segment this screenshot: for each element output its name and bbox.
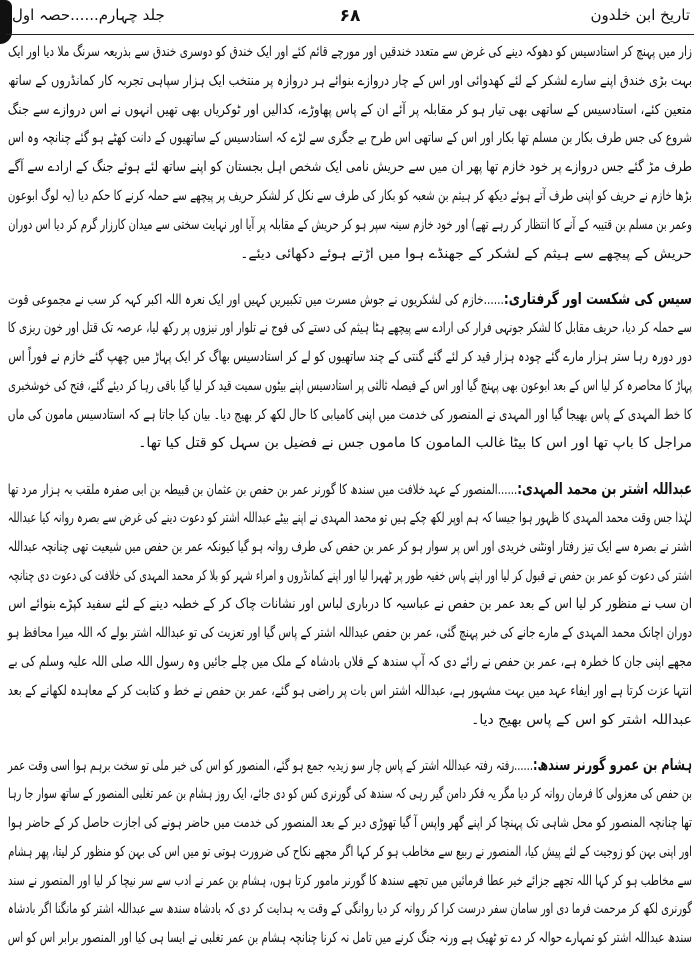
book-title: تاریخ ابن خلدون [590,6,690,24]
text-line [8,649,692,675]
text-line [7,563,692,589]
line-text: ......خازم کی لشکریوں نے جوش مسرت میں تکبیریں کہیں اور ایک نعرہ اللہ اکبر کہہ کر سب نے مجموعی قوت [8,292,504,309]
line-text: تھا چنانچہ المنصور کو محل شاہی تک پہنچا کر اپنے گھر واپس آ گیا تھوڑی دیر کے بعد المنصور کی خدمت میں حاضر ہونے کی اجازت حاصل کر کے حاضر ہوا [7,815,692,831]
section-heading: عبداللہ اشتر بن محمد المہدی: [517,479,692,499]
text-line [8,39,692,65]
line-text: دوران اچانک محمد المہدی کے مارے جانے کی خبر پہنچ گئی، عمر بن حفص عبداللہ اشتر کے پاس گیا اور تعزیت کی تو عبداللہ اشتر بولے کہ اللہ میرا محافظ ہو [7,625,692,642]
line-text: دور دورہ رہا ستر ہزار مارے گئے چودہ ہزار قید کر لئے گئے گنتی کے چند ساتھیوں کو لے کر استادسیس بھاگ کر ایک پہاڑ میں چھپ گئے خازم نے فوراً اس [8,349,693,365]
text-line [7,183,692,209]
line-text: سندھ عبداللہ اشتر کو تمہارے حوالہ کر دے تو ٹھیک ہے ورنہ جنگ کرنے میں تامل نہ کرنا چنانچہ ہشام بن عمر تغلبی نے ایسا ہی کیا اور المنصور برابر اس کو اس [7,930,692,947]
text-line [7,678,693,704]
text-line [7,620,692,646]
section-heading: سیس کی شکست اور گرفتاری: [503,289,692,309]
line-text: حریش کے پیچھے سے ہیثم کے لشکر کے جھنڈے ہوا میں اڑتے ہوئے دکھائی دیئے۔ [240,245,692,262]
text-line [8,781,692,807]
text-line [7,154,692,180]
line-text: گورنری لکھ کر مرحمت فرما دی اور سامان سفر درست کرا کر روانہ کر دیا روانگی کے وقت یہ ہدایت کر دی کہ بادشاہ سندھ سے عبداللہ اشتر کو مانگنا اگر بادشاہ [7,901,692,918]
text-line [8,344,693,370]
text-line [7,810,692,836]
line-text: ......رفتہ رفتہ عبداللہ اشتر کے پاس چار سو زیدیہ جمع ہو گئے، المنصور کو اس کی خبر ملی تو سخت برہم ہوا اسی وقت عمر [8,758,533,775]
text-line [7,534,692,560]
text-line [7,896,692,922]
text-line [7,125,692,151]
text-line [8,591,693,617]
header-rule [6,34,694,35]
line-text: مراجل کا باپ تھا اور اس کا بیٹا غالب المامون کا ماموں جس نے فضیل بن سہل کو قتل کیا تھا۔ [138,435,692,452]
line-text: ......المنصور کے عہد خلافت میں سندھ کا گورنر عمر بن حفص بن عثمان بن قبیطہ بن ابی صفرہ ملقب بہ ہزار مرد تھا [7,482,518,499]
line-text: کا خط المہدی کے پاس بھیجا گیا اور المہدی نے المنصور کی خدمت میں اپنی کامیابی کا حال لکھ کر بھیج دیا۔ بیان کیا جاتا ہے کہ استادسیس مامون کی ماں [7,406,692,423]
line-text: انتہا عزت کرتا ہے اور ایفاء عہد میں بہت مشہور ہے، عبداللہ اشتر اس بات پر راضی ہو گئے، عمر بن حفص نے خط و کتابت کر کے معاہدہ لکھانے کے بعد [7,682,693,699]
line-text: بڑھا خازم نے حریف کو اپنی طرف آتے ہوئے دیکھ کر ہیثم بن شعبہ کو بکار کی طرف سے نکل کر لشکر حریف پر پیچھے سے حملہ کرنے کا حکم دیا (یہ لوگ ابوعون [7,188,692,204]
section-heading: ہشام بن عمرو گورنر سندھ: [532,755,692,775]
line-text: اور اپنی بہن کو زوجیت کے لئے پیش کیا، المنصور نے ربیع سے مخاطب ہو کر کہا اگر مجھے نکاح کی ضرورت ہوتی تو میں اس کی بہن کو منظور کر لیتا، پھر ہشام [8,843,692,860]
text-line [7,505,692,531]
line-text: اشتر نے بصرہ سے ایک تیز رفتار اونٹنی خریدی اور اس پر سوار ہو کر عمر بن حفص کی طرف روانہ ہو گیا کیونکہ عمر بن حفص میں شیعیت تھی چنانچہ عبداللہ [7,538,692,555]
text-line [8,752,692,778]
text-line [7,925,692,951]
text-line [8,241,692,267]
text-line [7,315,693,341]
text-line [8,373,692,399]
line-text: عبداللہ اشتر کو اس کے پاس بھیج دیا۔ [471,711,692,728]
line-text: متعین کئے، استادسیس کے ساتھی بھی تیار ہو کر مقابلہ پر آئے ان کے پاس پھاوڑے، کدالیں اور ٹوکریاں بھی تھیں انہوں نے اس دروازے سے جنگ [7,101,693,118]
line-text: بہت بڑی خندق اپنے سارے لشکر کے لئے کھدوائی اور اس کے چار دروازے بنوائے ہر دروازہ پر منتخب ایک ہزار سپاہی تجربہ کار کمانڈروں کے ساتھ [8,72,693,89]
line-text: بن حفص کی معزولی کا فرمان روانہ کر دیا مگر یہ فکر دامن گیر رہی کہ سندھ کی گورنری کس کو دی جائے، ایک روز ہشام بن عمر تغلبی المنصور کے ساتھ سوار جا رہا [8,786,692,803]
line-text: سے حملہ کر دیا، حریف مقابل کا لشکر جونہی فرار کی ارادے سے پیچھے ہٹا ہیثم کی دستے کی فوج نے تلوار اور نیزوں پر رکھ لیا، عرصہ تک قتل اور خون ریزی کا [7,320,693,337]
text-line [8,68,693,94]
line-text: لہٰذا جس وقت محمد المہدی کا ظہور ہوا جیسا کہ ہم اوپر لکھ چکے ہیں تو محمد المہدی نے اپنے بیٹے عبداللہ اشتر کو دعوت دینے کی غرض سے بصرہ روانہ کیا عبداللہ [7,510,692,526]
line-text: اشتر کی دعوت کو عمر بن حفص نے قبول کر لیا اور اپنے پاس خفیہ طور پر ٹھہرا لیا اور اپنے کمانڈروں و امراء شہر کو بلا کر محمد المہدی کی خلافت کی دعوت دی چنانچہ [7,567,692,584]
line-text: پہاڑ کا محاصرہ کر لیا اس کے بعد ابوعون بھی پہنچ گیا اور اس کے فیصلہ ثالثی پر استادسیس اپنے بیٹوں سمیت قید کر لیا گیا باقی رہا کر دیئے گئے، فتح کی خوشخبری [8,377,692,394]
text-line [8,430,692,456]
line-text: شروع کی جس طرف بکار بن مسلم تھا بکار اور اس کے ساتھی اس طرح بے جگری سے لڑے کہ استادسیس کے ساتھیوں کے دانت کھٹے ہو گئے چنانچہ وہ اس [7,130,692,147]
text-line [8,839,692,865]
text-line [8,707,692,733]
text-line [7,97,693,123]
text-line [8,286,692,312]
page-number: ۶۸ [339,6,361,26]
line-text: مجھے اپنی جان کا خطرہ ہے، عمر بن حفص نے رائے دی کہ آپ سندھ کے فلاں بادشاہ کے ملک میں چلے جائیں وہ رسول اللہ صلی اللہ علیہ وسلم کی بے [8,654,692,670]
volume-label: جلد چہارم......حصہ اول [12,6,165,24]
line-text: ان سب نے منظور کر لیا اس کے بعد عمر بن حفص نے عباسیہ کا درباری لباس اور نشانات چاک کر کے خطبہ دینے کے لئے سفید کپڑے بنوائے اس [8,596,693,613]
text-line [7,476,692,502]
line-text: طرف مڑ گئے جس دروازے پر خود خازم تھا پھر ان میں سے حریش نامی ایک شخص اہل بجستان کو اپنے ساتھ لئے ہوئے جنگ کے ارادے سے آگے [7,159,692,176]
line-text: وعمر بن مسلم بن قتیبہ کے آنے کا انتظار کر رہے تھے) اور خود خازم سینہ سپر ہو کر حریش کے مقابلہ پر آیا اور نہایت سختی سے میدان کارزار گرم کر دیا اس دوران [8,216,693,233]
line-text: سے مخاطب ہو کر کہا اللہ تجھے جزائے خیر عطا فرمائیں میں تجھے سندھ کا گورنر مامور کرتا ہوں، ہشام بن عمر نے ادب سے سر نیچا کر لیا اور المنصور نے سند [7,872,692,889]
text-line [7,868,692,894]
line-text: زار میں پہنچ کر استادسیس کو دھوکہ دینے کی غرض سے متعدد خندقیں اور مورچے قائم کئے اور ایک خندق کو دوسری خندق سے بذریعہ سرنگ ملا دیا اور ایک [8,44,692,60]
text-line [7,402,692,428]
text-line [8,212,693,238]
